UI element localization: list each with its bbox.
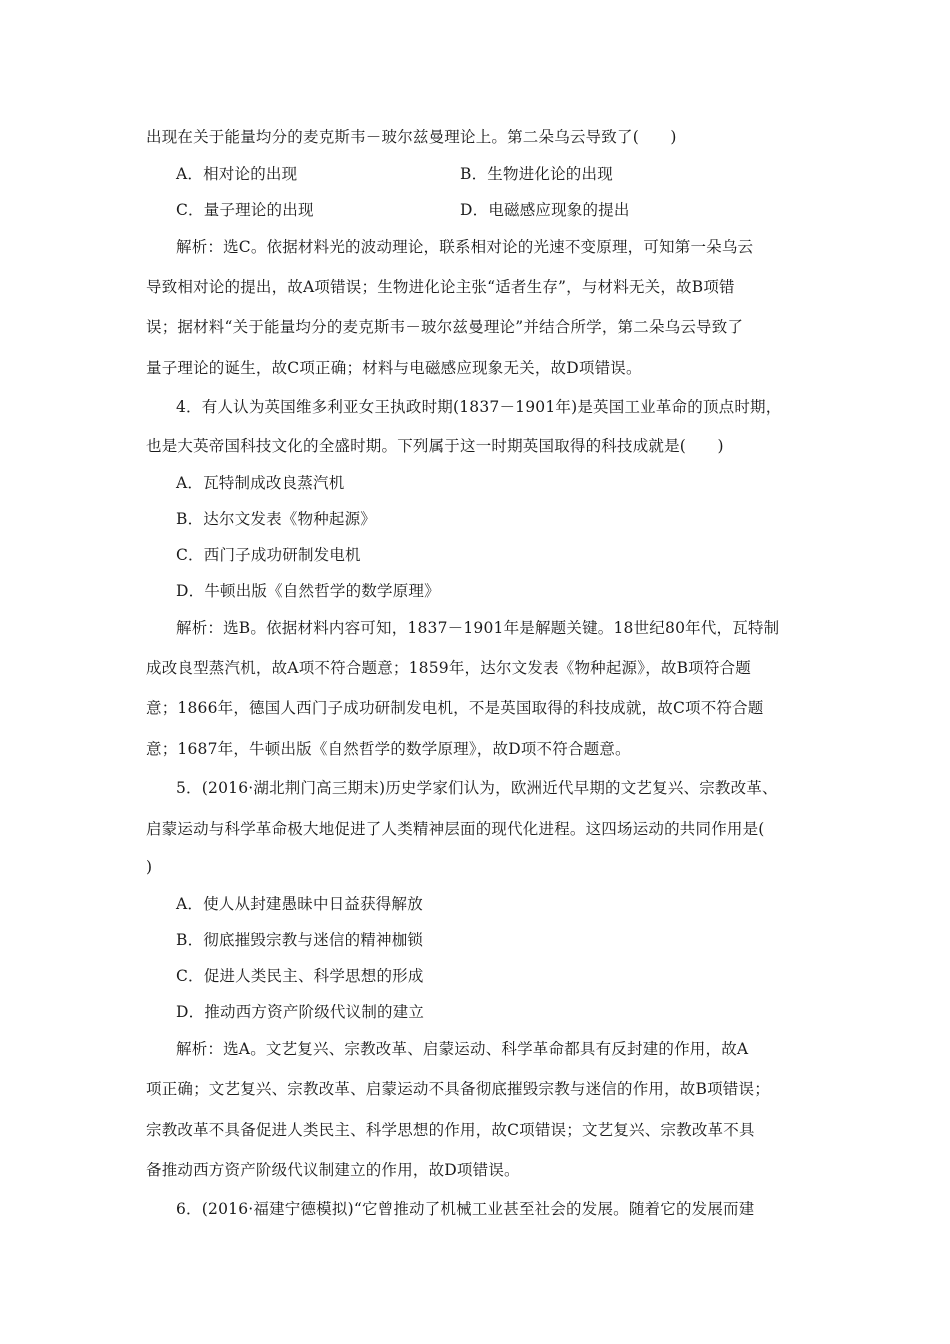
q4-option-c: C．西门子成功研制发电机 bbox=[176, 546, 361, 564]
q4-option-a: A．瓦特制成改良蒸汽机 bbox=[176, 474, 345, 492]
q3-analysis-line: 量子理论的诞生，故C项正确；材料与电磁感应现象无关，故D项错误。 bbox=[146, 359, 642, 377]
q5-analysis-line: 备推动西方资产阶级代议制建立的作用，故D项错误。 bbox=[146, 1161, 520, 1179]
q5-option-c: C．促进人类民主、科学思想的形成 bbox=[176, 967, 424, 985]
q5-analysis-line: 宗教改革不具备促进人类民主、科学思想的作用，故C项错误；文艺复兴、宗教改革不具 bbox=[146, 1121, 755, 1139]
q3-option-d: D．电磁感应现象的提出 bbox=[460, 201, 630, 219]
q4-stem: 也是大英帝国科技文化的全盛时期。下列属于这一时期英国取得的科技成就是( ) bbox=[146, 437, 724, 455]
q5-option-b: B．彻底摧毁宗教与迷信的精神枷锁 bbox=[176, 931, 424, 949]
q3-option-a: A．相对论的出现 bbox=[176, 165, 298, 183]
q5-analysis-line: 解析：选A。文艺复兴、宗教改革、启蒙运动、科学革命都具有反封建的作用，故A bbox=[176, 1040, 749, 1058]
q4-option-b: B．达尔文发表《物种起源》 bbox=[176, 510, 376, 528]
q4-analysis-line: 意；1866年，德国人西门子成功研制发电机，不是英国取得的科技成就，故C项不符合题 bbox=[146, 699, 764, 717]
q4-analysis-line: 解析：选B。依据材料内容可知，1837－1901年是解题关键。18世纪80年代，瓦特制 bbox=[176, 619, 780, 637]
q4-option-d: D．牛顿出版《自然哲学的数学原理》 bbox=[176, 582, 440, 600]
q3-analysis-line: 解析：选C。依据材料光的波动理论，联系相对论的光速不变原理，可知第一朵乌云 bbox=[176, 238, 754, 256]
q3-analysis-line: 导致相对论的提出，故A项错误；生物进化论主张“适者生存”，与材料无关，故B项错 bbox=[146, 278, 735, 296]
q4-stem: 4．有人认为英国维多利亚女王执政时期(1837－1901年)是英国工业革命的顶点时期， bbox=[176, 398, 782, 416]
q5-option-a: A．使人从封建愚昧中日益获得解放 bbox=[176, 895, 423, 913]
q5-stem: 5．(2016·湖北荆门高三期末)历史学家们认为，欧洲近代早期的文艺复兴、宗教改革、 bbox=[176, 779, 778, 797]
q5-analysis-line: 项正确；文艺复兴、宗教改革、启蒙运动不具备彻底摧毁宗教与迷信的作用，故B项错误； bbox=[146, 1080, 770, 1098]
q5-stem: 启蒙运动与科学革命极大地促进了人类精神层面的现代化进程。这四场运动的共同作用是( bbox=[146, 820, 765, 838]
q3-option-b: B．生物进化论的出现 bbox=[460, 165, 613, 183]
q3-stem: 出现在关于能量均分的麦克斯韦－玻尔兹曼理论上。第二朵乌云导致了( ) bbox=[146, 128, 677, 146]
q5-stem: ) bbox=[146, 858, 153, 876]
q4-analysis-line: 意；1687年，牛顿出版《自然哲学的数学原理》，故D项不符合题意。 bbox=[146, 740, 631, 758]
q3-option-c: C．量子理论的出现 bbox=[176, 201, 314, 219]
q5-option-d: D．推动西方资产阶级代议制的建立 bbox=[176, 1003, 425, 1021]
q4-analysis-line: 成改良型蒸汽机，故A项不符合题意；1859年，达尔文发表《物种起源》，故B项符合题 bbox=[146, 659, 751, 677]
q6-stem: 6．(2016·福建宁德模拟)“它曾推动了机械工业甚至社会的发展。随着它的发展而建 bbox=[176, 1200, 755, 1218]
q3-analysis-line: 误；据材料“关于能量均分的麦克斯韦－玻尔兹曼理论”并结合所学，第二朵乌云导致了 bbox=[146, 318, 744, 336]
